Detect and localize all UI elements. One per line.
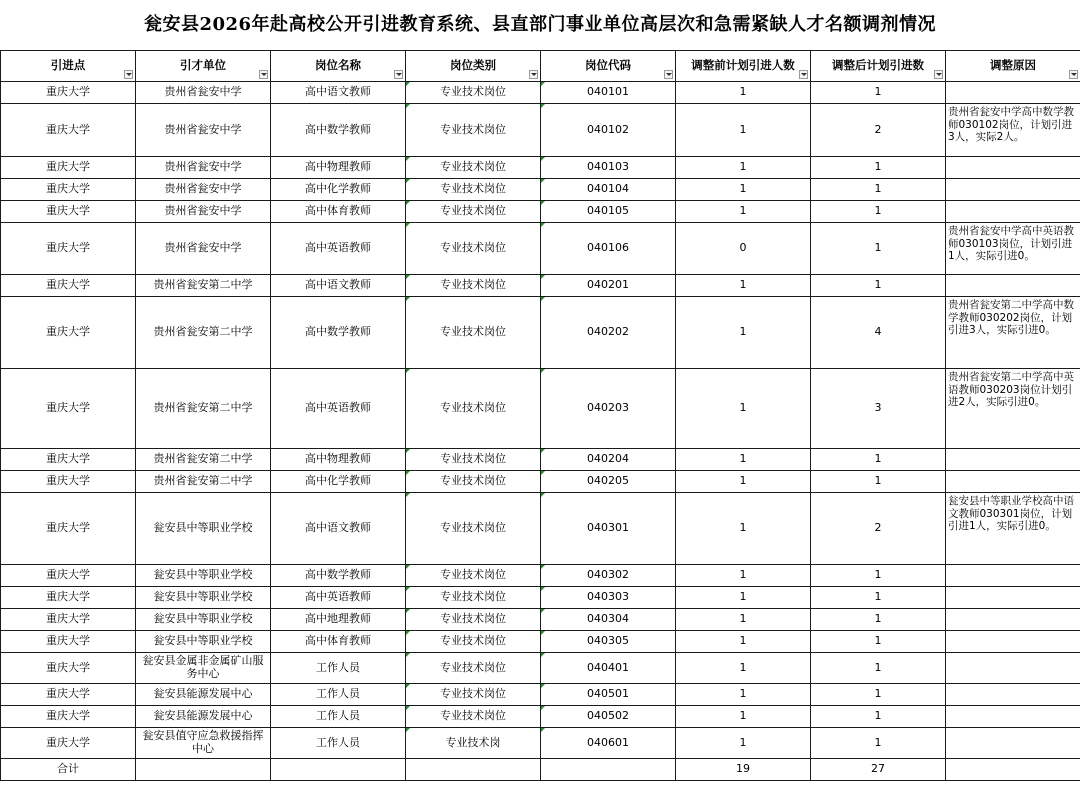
cell-post-code: 040401: [541, 653, 676, 684]
cell-after-count: 1: [811, 565, 946, 587]
cell-before-count: 1: [676, 297, 811, 369]
table-row: [1, 631, 1080, 653]
cell-post-name: 高中数学教师: [271, 104, 406, 157]
cell-post-name: 高中地理教师: [271, 609, 406, 631]
cell-post-name: 高中化学教师: [271, 179, 406, 201]
filter-dropdown-icon[interactable]: [529, 70, 538, 79]
table-row: [1, 653, 1080, 684]
cell-before-count: 1: [676, 493, 811, 565]
cell-unit: 贵州省瓮安第二中学: [136, 449, 271, 471]
cell-post-type: 专业技术岗位: [406, 369, 541, 449]
cell-before-count: 1: [676, 82, 811, 104]
cell-reason: 瓮安县中等职业学校高中语文教师030301岗位，计划引进1人，实际引进0。: [946, 493, 1080, 565]
cell-post-type: 专业技术岗位: [406, 275, 541, 297]
header-label: 引进点: [50, 58, 86, 73]
cell-after-count: 1: [811, 223, 946, 275]
cell-intro-point: 重庆大学: [1, 471, 136, 493]
cell-unit: 瓮安县中等职业学校: [136, 587, 271, 609]
cell-before-count: 1: [676, 449, 811, 471]
table-row: [1, 179, 1080, 201]
cell-before-count: 1: [676, 369, 811, 449]
cell-after-count: 1: [811, 201, 946, 223]
cell-post-type: 专业技术岗位: [406, 179, 541, 201]
cell-intro-point: 重庆大学: [1, 631, 136, 653]
header-label: 岗位代码: [585, 58, 631, 73]
cell-before-count: 1: [676, 275, 811, 297]
cell-post-name: 工作人员: [271, 728, 406, 759]
cell-empty: [946, 759, 1080, 781]
filter-dropdown-icon[interactable]: [799, 70, 808, 79]
cell-post-type: 专业技术岗位: [406, 104, 541, 157]
total-row: [1, 759, 1080, 781]
cell-unit: 贵州省瓮安第二中学: [136, 471, 271, 493]
cell-post-code: 040104: [541, 179, 676, 201]
cell-before-count: 1: [676, 609, 811, 631]
filter-dropdown-icon[interactable]: [394, 70, 403, 79]
cell-post-code: 040304: [541, 609, 676, 631]
cell-after-count: 2: [811, 104, 946, 157]
cell-intro-point: 重庆大学: [1, 297, 136, 369]
cell-post-code: 040204: [541, 449, 676, 471]
cell-after-count: 1: [811, 653, 946, 684]
cell-unit: 贵州省瓮安中学: [136, 82, 271, 104]
cell-reason: 贵州省瓮安中学高中英语教师030103岗位，计划引进1人，实际引进0。: [946, 223, 1080, 275]
cell-reason: [946, 653, 1080, 684]
cell-unit: 贵州省瓮安中学: [136, 104, 271, 157]
cell-intro-point: 重庆大学: [1, 684, 136, 706]
cell-before-count: 1: [676, 201, 811, 223]
cell-post-name: 高中语文教师: [271, 275, 406, 297]
cell-post-type: 专业技术岗位: [406, 449, 541, 471]
cell-post-code: 040105: [541, 201, 676, 223]
cell-post-name: 工作人员: [271, 653, 406, 684]
total-before-count: 19: [676, 759, 811, 781]
cell-after-count: 1: [811, 706, 946, 728]
cell-unit: 瓮安县能源发展中心: [136, 706, 271, 728]
cell-after-count: 1: [811, 684, 946, 706]
cell-post-code: 040106: [541, 223, 676, 275]
table-row: [1, 297, 1080, 369]
cell-post-name: 工作人员: [271, 684, 406, 706]
filter-dropdown-icon[interactable]: [664, 70, 673, 79]
table-body: [1, 82, 1080, 781]
header-label: 岗位类别: [450, 58, 496, 73]
cell-post-type: 专业技术岗位: [406, 157, 541, 179]
total-label: 合计: [1, 759, 136, 781]
cell-post-code: 040201: [541, 275, 676, 297]
cell-intro-point: 重庆大学: [1, 653, 136, 684]
cell-before-count: 1: [676, 587, 811, 609]
cell-unit: 贵州省瓮安中学: [136, 179, 271, 201]
cell-post-code: 040103: [541, 157, 676, 179]
cell-post-name: 高中英语教师: [271, 369, 406, 449]
cell-intro-point: 重庆大学: [1, 157, 136, 179]
cell-after-count: 1: [811, 471, 946, 493]
cell-unit: 瓮安县值守应急救援指挥中心: [136, 728, 271, 759]
table-row: [1, 684, 1080, 706]
cell-post-type: 专业技术岗位: [406, 223, 541, 275]
cell-unit: 贵州省瓮安中学: [136, 157, 271, 179]
cell-reason: [946, 275, 1080, 297]
table-row: [1, 223, 1080, 275]
cell-reason: 贵州省瓮安第二中学高中数学教师030202岗位，计划引进3人，实际引进0。: [946, 297, 1080, 369]
table-row: [1, 587, 1080, 609]
cell-unit: 瓮安县中等职业学校: [136, 609, 271, 631]
table-row: [1, 728, 1080, 759]
table-row: [1, 706, 1080, 728]
cell-post-code: 040202: [541, 297, 676, 369]
filter-dropdown-icon[interactable]: [259, 70, 268, 79]
cell-post-name: 高中英语教师: [271, 587, 406, 609]
cell-post-type: 专业技术岗位: [406, 653, 541, 684]
cell-post-name: 高中英语教师: [271, 223, 406, 275]
cell-after-count: 1: [811, 631, 946, 653]
cell-empty: [271, 759, 406, 781]
header-before-count: [676, 51, 811, 82]
cell-after-count: 4: [811, 297, 946, 369]
cell-reason: [946, 201, 1080, 223]
header-intro-point: [1, 51, 136, 82]
cell-after-count: 2: [811, 493, 946, 565]
cell-post-code: 040303: [541, 587, 676, 609]
cell-reason: [946, 587, 1080, 609]
cell-post-name: 高中数学教师: [271, 297, 406, 369]
cell-post-code: 040101: [541, 82, 676, 104]
cell-intro-point: 重庆大学: [1, 275, 136, 297]
cell-intro-point: 重庆大学: [1, 82, 136, 104]
cell-intro-point: 重庆大学: [1, 223, 136, 275]
cell-post-name: 高中体育教师: [271, 631, 406, 653]
cell-post-name: 高中语文教师: [271, 493, 406, 565]
cell-before-count: 1: [676, 471, 811, 493]
cell-unit: 瓮安县中等职业学校: [136, 493, 271, 565]
cell-post-type: 专业技术岗位: [406, 587, 541, 609]
cell-post-type: 专业技术岗位: [406, 201, 541, 223]
cell-post-code: 040501: [541, 684, 676, 706]
table-row: [1, 82, 1080, 104]
cell-reason: [946, 565, 1080, 587]
cell-intro-point: 重庆大学: [1, 449, 136, 471]
cell-intro-point: 重庆大学: [1, 369, 136, 449]
cell-post-type: 专业技术岗位: [406, 565, 541, 587]
cell-empty: [406, 759, 541, 781]
cell-post-type: 专业技术岗位: [406, 471, 541, 493]
cell-post-name: 高中化学教师: [271, 471, 406, 493]
cell-intro-point: 重庆大学: [1, 179, 136, 201]
cell-reason: [946, 82, 1080, 104]
cell-post-name: 高中物理教师: [271, 157, 406, 179]
cell-reason: [946, 684, 1080, 706]
header-label: 调整前计划引进人数: [691, 58, 795, 73]
cell-post-type: 专业技术岗位: [406, 297, 541, 369]
cell-after-count: 1: [811, 157, 946, 179]
cell-post-code: 040302: [541, 565, 676, 587]
header-post-name: [271, 51, 406, 82]
header-label: 调整原因: [990, 58, 1036, 73]
cell-post-type: 专业技术岗位: [406, 82, 541, 104]
cell-post-code: 040305: [541, 631, 676, 653]
cell-post-type: 专业技术岗位: [406, 493, 541, 565]
cell-intro-point: 重庆大学: [1, 609, 136, 631]
cell-before-count: 1: [676, 728, 811, 759]
table-row: [1, 449, 1080, 471]
cell-before-count: 1: [676, 179, 811, 201]
header-label: 调整后计划引进数: [832, 58, 924, 73]
header-after-count: [811, 51, 946, 82]
cell-reason: 贵州省瓮安第二中学高中英语教师030203岗位计划引进2人，实际引进0。: [946, 369, 1080, 449]
cell-after-count: 1: [811, 82, 946, 104]
cell-unit: 贵州省瓮安第二中学: [136, 275, 271, 297]
cell-before-count: 1: [676, 653, 811, 684]
cell-unit: 贵州省瓮安第二中学: [136, 297, 271, 369]
cell-after-count: 1: [811, 728, 946, 759]
cell-post-name: 高中物理教师: [271, 449, 406, 471]
cell-unit: 贵州省瓮安中学: [136, 223, 271, 275]
cell-after-count: 1: [811, 609, 946, 631]
cell-post-type: 专业技术岗位: [406, 631, 541, 653]
cell-intro-point: 重庆大学: [1, 104, 136, 157]
cell-post-type: 专业技术岗位: [406, 684, 541, 706]
cell-reason: [946, 631, 1080, 653]
page-title: 瓮安县2026年赴高校公开引进教育系统、县直部门事业单位高层次和急需紧缺人才名额调剂情况: [143, 14, 937, 35]
table-row: [1, 565, 1080, 587]
cell-post-code: 040203: [541, 369, 676, 449]
cell-post-type: 专业技术岗位: [406, 706, 541, 728]
cell-post-name: 高中数学教师: [271, 565, 406, 587]
cell-intro-point: 重庆大学: [1, 728, 136, 759]
total-after-count: 27: [811, 759, 946, 781]
cell-before-count: 1: [676, 157, 811, 179]
cell-after-count: 3: [811, 369, 946, 449]
table-row: [1, 493, 1080, 565]
cell-before-count: 0: [676, 223, 811, 275]
cell-reason: [946, 179, 1080, 201]
cell-post-code: 040301: [541, 493, 676, 565]
cell-unit: 瓮安县中等职业学校: [136, 631, 271, 653]
cell-before-count: 1: [676, 684, 811, 706]
cell-reason: [946, 609, 1080, 631]
table-row: [1, 201, 1080, 223]
cell-post-code: 040502: [541, 706, 676, 728]
cell-intro-point: 重庆大学: [1, 706, 136, 728]
cell-post-code: 040102: [541, 104, 676, 157]
header-row: [1, 51, 1080, 82]
cell-before-count: 1: [676, 565, 811, 587]
filter-dropdown-icon[interactable]: [934, 70, 943, 79]
cell-after-count: 1: [811, 587, 946, 609]
cell-post-name: 高中语文教师: [271, 82, 406, 104]
cell-empty: [541, 759, 676, 781]
cell-post-type: 专业技术岗位: [406, 609, 541, 631]
cell-post-name: 高中体育教师: [271, 201, 406, 223]
cell-unit: 瓮安县能源发展中心: [136, 684, 271, 706]
cell-intro-point: 重庆大学: [1, 493, 136, 565]
header-unit: [136, 51, 271, 82]
filter-dropdown-icon[interactable]: [124, 70, 133, 79]
table-row: [1, 275, 1080, 297]
cell-post-name: 工作人员: [271, 706, 406, 728]
cell-after-count: 1: [811, 179, 946, 201]
cell-reason: [946, 157, 1080, 179]
cell-intro-point: 重庆大学: [1, 565, 136, 587]
cell-before-count: 1: [676, 706, 811, 728]
cell-reason: [946, 706, 1080, 728]
cell-unit: 贵州省瓮安中学: [136, 201, 271, 223]
cell-unit: 贵州省瓮安第二中学: [136, 369, 271, 449]
cell-empty: [136, 759, 271, 781]
cell-reason: [946, 449, 1080, 471]
cell-before-count: 1: [676, 104, 811, 157]
table-row: [1, 471, 1080, 493]
table-row: [1, 609, 1080, 631]
header-label: 岗位名称: [315, 58, 361, 73]
cell-intro-point: 重庆大学: [1, 587, 136, 609]
table-row: [1, 104, 1080, 157]
cell-unit: 瓮安县金属非金属矿山服务中心: [136, 653, 271, 684]
cell-post-type: 专业技术岗: [406, 728, 541, 759]
header-reason: [946, 51, 1080, 82]
cell-intro-point: 重庆大学: [1, 201, 136, 223]
table-row: [1, 369, 1080, 449]
cell-reason: [946, 728, 1080, 759]
cell-reason: 贵州省瓮安中学高中数学教师030102岗位，计划引进3人，实际2人。: [946, 104, 1080, 157]
filter-dropdown-icon[interactable]: [1069, 70, 1078, 79]
cell-reason: [946, 471, 1080, 493]
cell-after-count: 1: [811, 449, 946, 471]
table-row: [1, 157, 1080, 179]
adjustment-table: [0, 50, 1080, 781]
cell-post-code: 040205: [541, 471, 676, 493]
cell-post-code: 040601: [541, 728, 676, 759]
header-post-code: [541, 51, 676, 82]
cell-after-count: 1: [811, 275, 946, 297]
header-post-type: [406, 51, 541, 82]
cell-before-count: 1: [676, 631, 811, 653]
header-label: 引才单位: [180, 58, 226, 73]
cell-unit: 瓮安县中等职业学校: [136, 565, 271, 587]
